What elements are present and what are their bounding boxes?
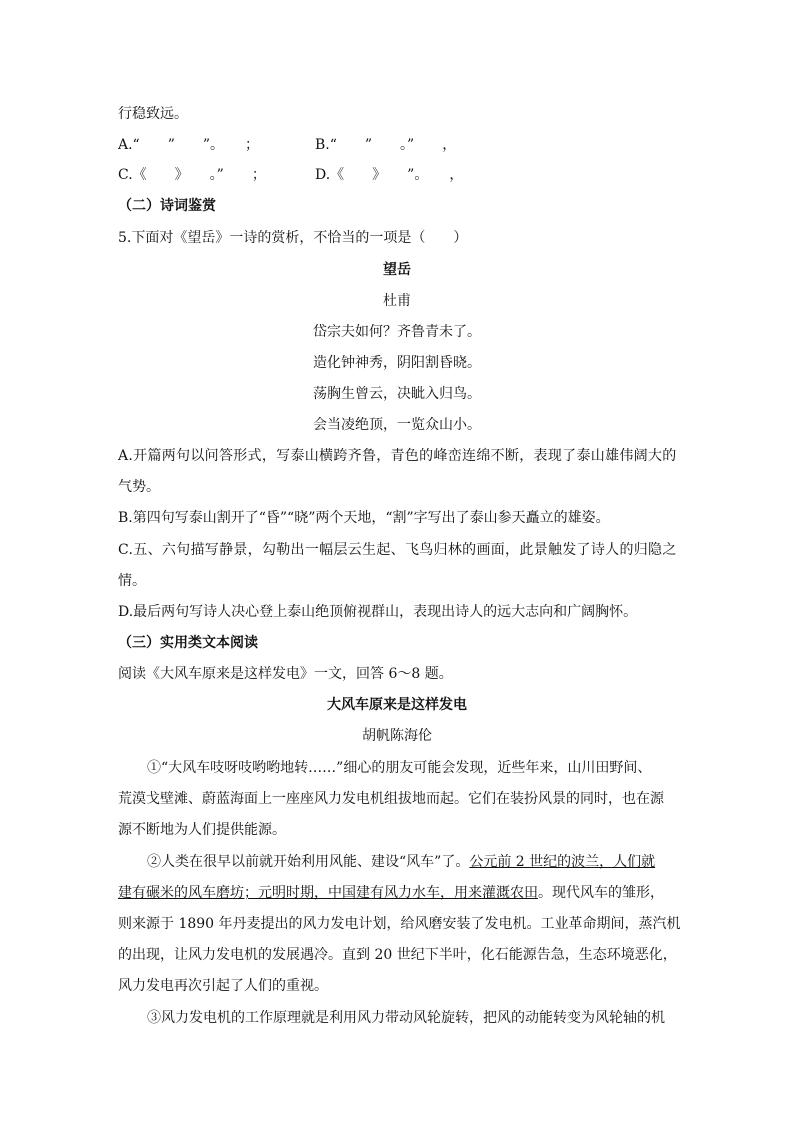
q5-option-a: A.开篇两句以问答形式，写泰山横跨齐鲁，青色的峰峦连绵不断，表现了泰山雄伟阔大的 — [118, 448, 677, 464]
paragraph1-line: ①“大风车吱呀吱哟哟地转……”细心的朋友可能会发现，近些年来，山川田野间、 — [147, 760, 652, 776]
reading-instruction: 阅读《大风车原来是这样发电》一文，回答 6～8 题。 — [118, 666, 453, 682]
paragraph2-line: 则来源于 1890 年丹麦提出的风力发电计划，给风磨安装了发电机。工业革命期间，蒸汽机 — [118, 916, 681, 932]
paragraph1-line: 源不断地为人们提供能源。 — [118, 822, 286, 838]
question5-stem: 5.下面对《望岳》一诗的赏析，不恰当的一项是（ ） — [118, 230, 468, 246]
underlined-text: 公元前 2 世纪的波兰，人们就 — [469, 854, 656, 870]
paragraph2-line: 的出现，让风力发电机的发展遇冷。直到 20 世纪下半叶，化石能源告急，生态环境恶化， — [118, 947, 677, 963]
question4-tail: 行稳致远。 — [118, 106, 188, 122]
q5-option-b: B.第四句写泰山割开了“昏”“晓”两个天地，“割”字写出了泰山参天矗立的雄姿。 — [118, 510, 610, 526]
section2-heading: （二）诗词鉴赏 — [118, 198, 216, 214]
paragraph1-line: 荒漠戈壁滩、蔚蓝海面上一座座风力发电机组拔地而起。它们在装扮风景的同时，也在源 — [118, 791, 664, 807]
article-title: 大风车原来是这样发电 — [327, 697, 467, 713]
paragraph2-text: ②人类在很早以前就开始利用风能、建设“风车”了。 — [147, 854, 470, 870]
q4-option-c: C.《 》 。” ； — [118, 167, 266, 183]
q5-option-c-cont: 情。 — [118, 573, 146, 589]
q4-option-a: A.“ ” ”。 ； — [118, 137, 260, 153]
poem-line: 荡胸生曾云，决眦入归鸟。 — [313, 386, 481, 402]
poem-line: 岱宗夫如何？齐鲁青未了。 — [313, 324, 481, 340]
section3-heading: （三）实用类文本阅读 — [118, 635, 258, 651]
q4-option-b: B.“ ” 。” ， — [315, 137, 457, 153]
article-authors: 胡帆陈海伦 — [362, 728, 432, 744]
poem-line: 会当凌绝顶，一览众山小。 — [313, 417, 481, 433]
underlined-text: 建有碾米的风车磨坊；元明时期，中国建有风力水车，用来灌溉农田 — [118, 885, 538, 901]
poem-author: 杜甫 — [383, 293, 411, 309]
q5-option-d: D.最后两句写诗人决心登上泰山绝顶俯视群山，表现出诗人的远大志向和广阔胸怀。 — [118, 604, 638, 620]
q5-option-c: C.五、六句描写静景，勾勒出一幅层云生起、飞鸟归林的画面，此景触发了诗人的归隐之 — [118, 542, 677, 558]
q4-option-d: D.《 》 ”。 ， — [315, 167, 464, 183]
q5-option-a-cont: 气势。 — [118, 479, 160, 495]
poem-line: 造化钟神秀，阴阳割昏晓。 — [313, 355, 481, 371]
paragraph2-line: 风力发电再次引起了人们的重视。 — [118, 978, 328, 994]
paragraph2-line — [147, 852, 655, 872]
paragraph2-text: 。现代风车的雏形， — [538, 885, 664, 901]
poem-title: 望岳 — [383, 262, 411, 278]
paragraph3-line: ③风力发电机的工作原理就是利用风力带动风轮旋转，把风的动能转变为风轮轴的机 — [147, 1010, 665, 1026]
paragraph2-line — [118, 883, 664, 903]
